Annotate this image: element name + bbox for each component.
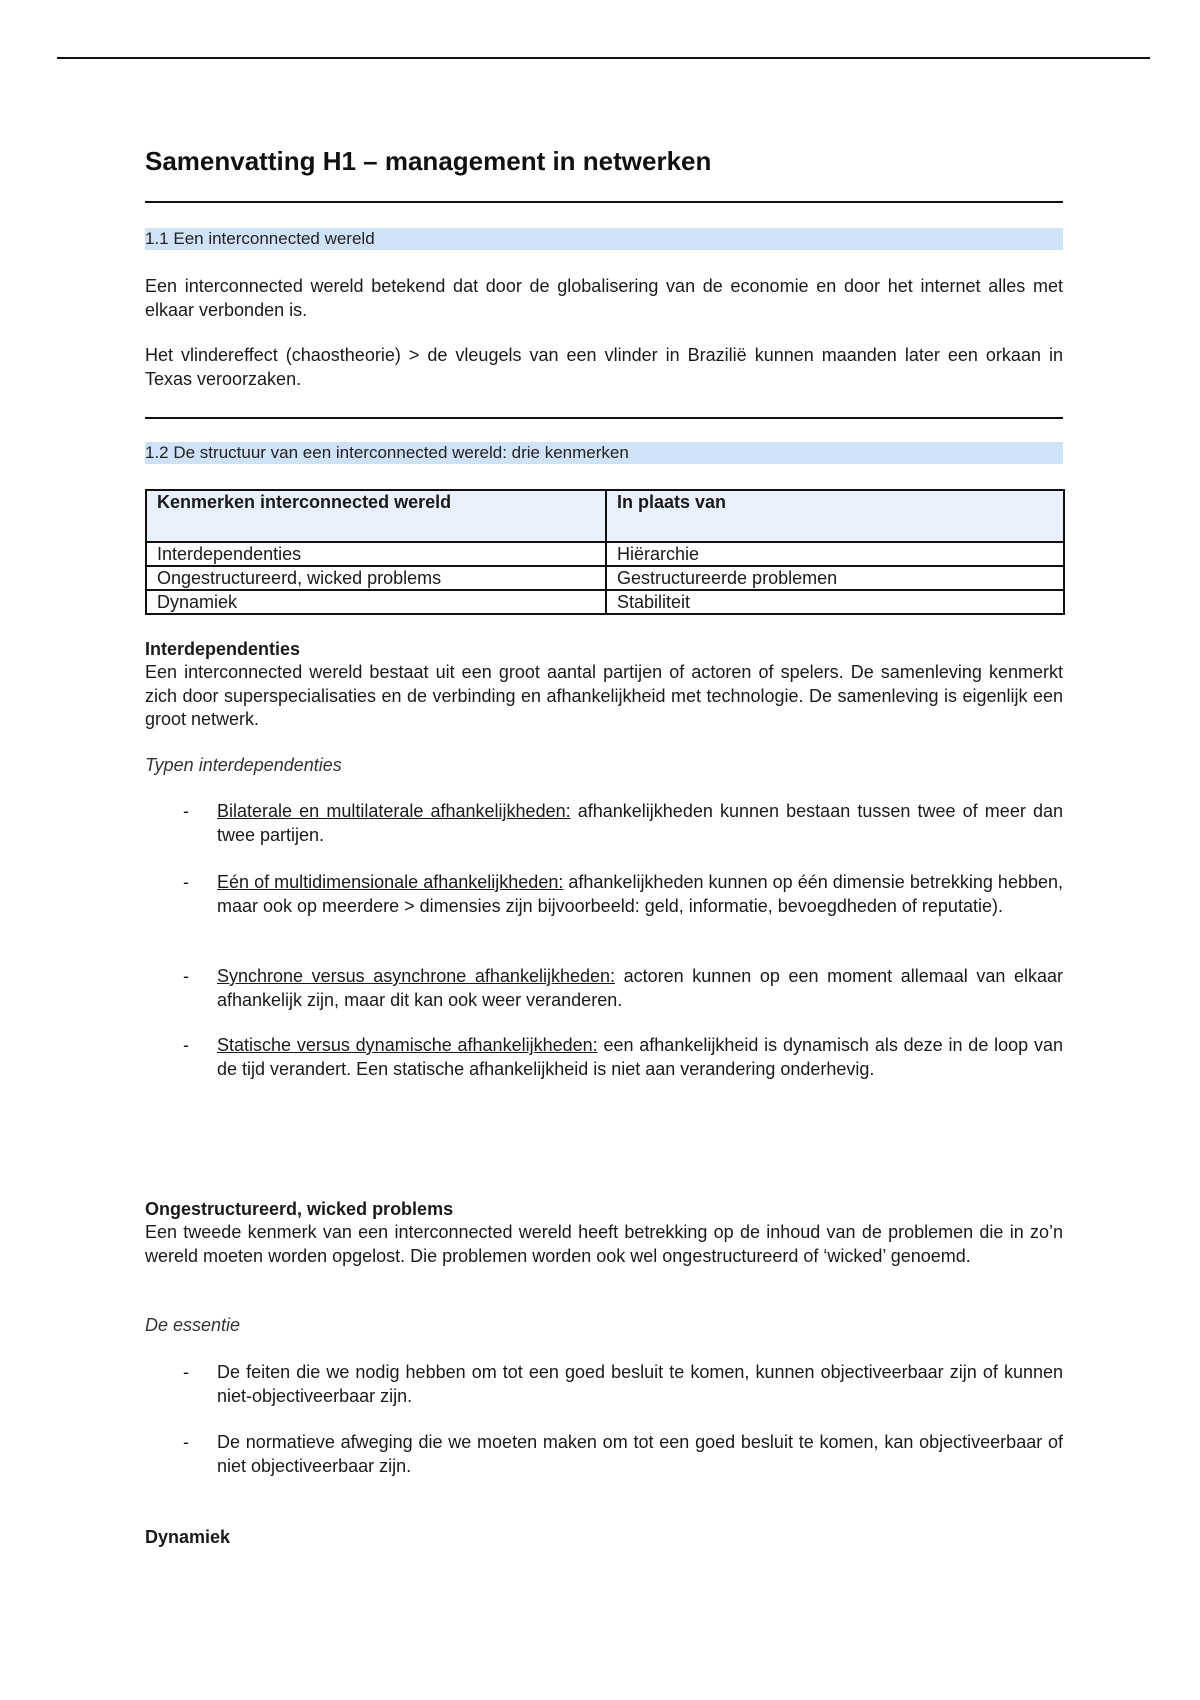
paragraph: Het vlindereffect (chaostheorie) > de vleugels van een vlinder in Brazilië kunnen maanden later een orkaan in Texas veroorzaken. <box>145 345 1063 389</box>
divider <box>145 417 1063 419</box>
list-item <box>183 1431 1063 1478</box>
bullet-dash: - <box>183 1362 189 1382</box>
list-item <box>183 965 1063 1012</box>
table-row <box>146 542 1064 566</box>
subheading-typen: Typen interdependenties <box>145 755 342 775</box>
bullet-dash: - <box>183 801 189 821</box>
list-text: De feiten die we nodig hebben om tot een goed besluit te komen, kunnen objectiveerbaar zijn of kunnen niet-objectiveerbaar zijn. <box>217 1362 1063 1406</box>
table-header-row <box>146 490 1064 542</box>
subheading-wicked-problems: Ongestructureerd, wicked problems <box>145 1199 454 1219</box>
paragraph: Een tweede kenmerk van een interconnected wereld heeft betrekking op de inhoud van de problemen die in zo’n wereld moeten worden opgelost. Die problemen worden ook wel ongestructureerd of ‘wicked’ genoemd. <box>145 1222 1063 1266</box>
table-cell: Hiërarchie <box>606 542 1064 566</box>
list-text: afhankelijkheden kunnen bestaan tussen twee of meer dan twee partijen. <box>217 801 1063 845</box>
table-row <box>146 566 1064 590</box>
table-header: In plaats van <box>606 490 1064 542</box>
section-heading-text: 1.2 De structuur van een interconnected wereld: drie kenmerken <box>145 443 629 462</box>
table-row <box>146 590 1064 614</box>
bullet-dash: - <box>183 966 189 986</box>
list-text: een afhankelijkheid is dynamisch als deze in de loop van de tijd verandert. Een statische afhankelijkheid is niet aan verandering onderhevig. <box>217 1035 1063 1079</box>
table-cell: Ongestructureerd, wicked problems <box>146 566 606 590</box>
list-term: Bilaterale en multilaterale afhankelijkheden: <box>217 801 571 821</box>
table-cell: Dynamiek <box>146 590 606 614</box>
list-item <box>183 871 1063 918</box>
list-term: Statische versus dynamische afhankelijkheden: <box>217 1035 598 1055</box>
list-text: actoren kunnen op een moment allemaal van elkaar afhankelijk zijn, maar dit kan ook weer veranderen. <box>217 966 1063 1010</box>
section-heading-1-1 <box>145 228 1063 250</box>
list-term: Eén of multidimensionale afhankelijkheden: <box>217 872 564 892</box>
list-item <box>183 800 1063 847</box>
divider <box>145 201 1063 203</box>
bullet-dash: - <box>183 872 189 892</box>
page-top-rule <box>57 57 1150 59</box>
list-term: Synchrone versus asynchrone afhankelijkheden: <box>217 966 616 986</box>
table-cell: Interdependenties <box>146 542 606 566</box>
list-item <box>183 1034 1063 1081</box>
kenmerken-table <box>145 489 1065 615</box>
list-text: De normatieve afweging die we moeten maken om tot een goed besluit te komen, kan objectiveerbaar of niet objectiveerbaar zijn. <box>217 1432 1063 1476</box>
table-cell: Stabiliteit <box>606 590 1064 614</box>
table-cell: Gestructureerde problemen <box>606 566 1064 590</box>
bullet-dash: - <box>183 1432 189 1452</box>
bullet-dash: - <box>183 1035 189 1055</box>
list-text: afhankelijkheden kunnen op één dimensie betrekking hebben, maar ook op meerdere > dimensies zijn bijvoorbeeld: geld, informatie, bevoegdheden of reputatie). <box>217 872 1063 916</box>
table-header: Kenmerken interconnected wereld <box>146 490 606 542</box>
page-title: Samenvatting H1 – management in netwerken <box>145 146 712 176</box>
paragraph: Een interconnected wereld betekend dat door de globalisering van de economie en door het internet alles met elkaar verbonden is. <box>145 276 1063 320</box>
subheading-dynamiek: Dynamiek <box>145 1527 231 1547</box>
list-item <box>183 1361 1063 1408</box>
section-heading-text: 1.1 Een interconnected wereld <box>145 229 375 248</box>
subheading-interdependenties: Interdependenties <box>145 639 301 659</box>
section-heading-1-2 <box>145 442 1063 464</box>
subheading-essentie: De essentie <box>145 1315 241 1335</box>
paragraph: Een interconnected wereld bestaat uit een groot aantal partijen of actoren of spelers. De samenleving kenmerkt zich door superspecialisaties en de verbinding en afhankelijkheid met technologie. De samenleving is eigenlijk een groot netwerk. <box>145 662 1063 729</box>
